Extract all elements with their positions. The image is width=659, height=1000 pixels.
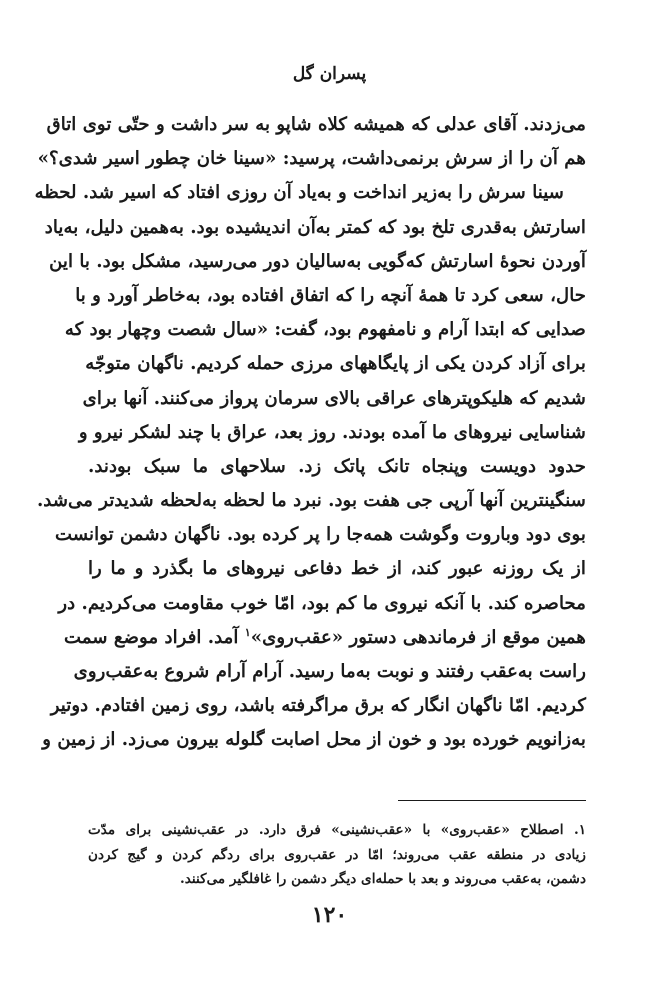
- running-head: پسران گل: [292, 64, 367, 84]
- footnote-marker[interactable]: ۱: [244, 625, 251, 639]
- body-line: سنگینترین آنها آرپی جی هفت بود. نبرد ما لحظه به‌لحظه شدیدتر می‌شد.: [36, 490, 586, 512]
- body-line: می‌زدند. آقای عدلی که همیشه کلاه شاپو به سر داشت و حتّی توی اتاق: [46, 114, 586, 135]
- body-line: از یک روزنه عبور کند، از خط دفاعی نیروهای ما بگذرد و ما را: [88, 558, 586, 580]
- body-line: کردیم. امّا ناگهان انگار که برق مراگرفته باشد، روی زمین افتادم. دوتیر: [50, 695, 586, 717]
- body-line: بوی دود وباروت وگوشت همه‌جا را پر کرده بود. ناگهان دشمن توانست: [54, 524, 586, 546]
- footnote-line: زیادی در منطقه عقب می‌روند؛ امّا در عقب‌روی برای ردگم کردن و گیج کردن: [88, 846, 586, 863]
- body-line: به‌زانویم خورده بود و خون از محل اصابت گلوله بیرون می‌زد. از زمین و: [42, 729, 586, 751]
- body-line: حال، سعی کرد تا همهٔ آنچه را که اتفاق افتاده بود، به‌خاطر آورد و با: [75, 284, 586, 306]
- body-line-tail: آمد. افراد موضع سمت: [63, 626, 245, 648]
- body-line: اسارتش به‌قدری تلخ بود که کمتر به‌آن اندیشیده بود. به‌همین دلیل، به‌یاد: [44, 216, 586, 238]
- body-line-with-footnote: [63, 621, 586, 655]
- footnote-line: دشمن، به‌عقب می‌روند و بعد با حمله‌ای دیگر دشمن را غافلگیر می‌کنند.: [180, 871, 586, 887]
- body-line-head: همین موقع از فرماندهی دستور «عقب‌روی»: [250, 626, 586, 648]
- footnotes: [88, 818, 586, 892]
- body-line: محاصره کند. با آنکه نیروی ما کم بود، امّا خوب مقاومت می‌کردیم. در: [58, 592, 586, 614]
- body-line: برای آزاد کردن یکی از پایگاههای مرزی حمله کردیم. ناگهان متوجّه: [85, 353, 586, 375]
- body-line: آوردن نحوهٔ اسارتش که‌گویی به‌سالیان دور می‌رسید، مشکل بود. با این: [49, 250, 586, 272]
- body-line: سینا سرش را به‌زیر انداخت و به‌یاد آن روزی افتاد که اسیر شد. لحظه: [34, 182, 564, 204]
- body-line: شناسایی نیروهای ما آمده بودند. روز بعد، عراق با چند لشکر نیرو و: [78, 421, 586, 443]
- body-line: راست به‌عقب رفتند و نوبت به‌ما رسید. آرام آرام شروع به‌عقب‌روی: [73, 661, 586, 682]
- footnote-line: ۱. اصطلاح «عقب‌روی» با «عقب‌نشینی» فرق دارد. در عقب‌نشینی برای مدّت: [88, 822, 587, 838]
- body-line: حدود دویست وپنجاه تانک پاتک زد. سلاحهای ما سبک بودند.: [88, 455, 586, 477]
- footnote-divider: [398, 800, 586, 801]
- page-number: ۱۲۰: [311, 902, 348, 928]
- body-line: شدیم که هلیکوپترهای عراقی بالای سرمان پرواز می‌کنند. آنها برای: [82, 387, 586, 409]
- body-text: [34, 108, 586, 758]
- body-line: صدایی که ابتدا آرام و نامفهوم بود، گفت: «سال شصت وچهار بود که: [64, 319, 586, 341]
- body-line: هم آن را از سرش برنمی‌داشت، پرسید: «سینا خان چطور اسیر شدی؟»: [37, 148, 586, 170]
